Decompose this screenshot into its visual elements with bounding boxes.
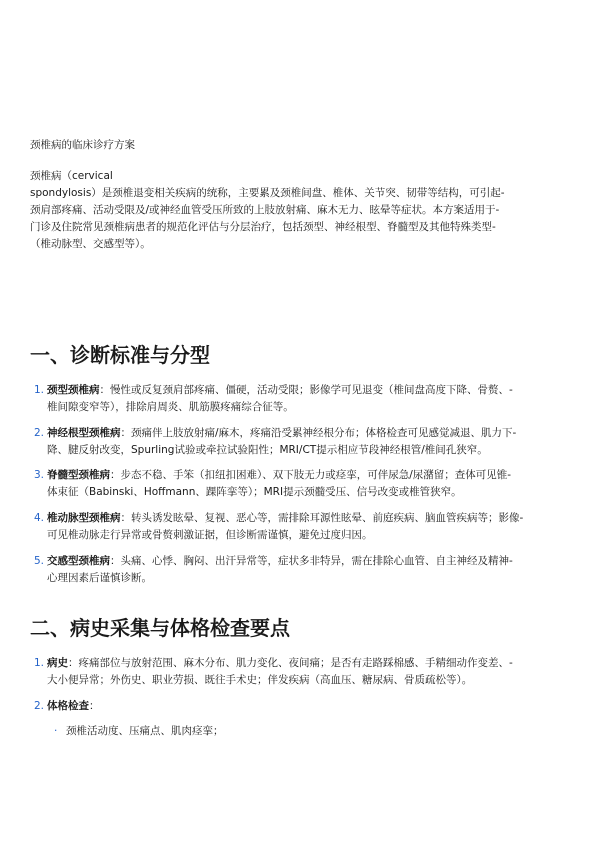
intro-line: spondylosis）是颈椎退变相关疾病的统称，主要累及颈椎间盘、椎体、关节突、韧带等结构，可引起- xyxy=(30,187,505,199)
document-title: 颈椎病的临床诊疗方案 xyxy=(30,139,135,151)
section-heading-history-exam: 二、病史采集与体格检查要点 xyxy=(30,616,290,640)
intro-line: 颈椎病（cervical xyxy=(30,170,113,182)
list-text: 心理因素后谨慎诊断。 xyxy=(47,572,152,584)
list-text: ：步态不稳、手笨（扣纽扣困难）、双下肢无力或痉挛，可伴尿急/尿潴留；查体可见锥- xyxy=(110,469,512,481)
list-text: ：疼痛部位与放射范围、麻木分布、肌力变化、夜间痛；是否有走路踩棉感、手精细动作变差、- xyxy=(68,657,513,669)
list-term: 颈型颈椎病 xyxy=(47,384,100,396)
list-term: 病史 xyxy=(47,657,68,669)
sub-list-item xyxy=(54,723,224,740)
list-text: 降、腱反射改变，Spurling试验或牵拉试验阳性；MRI/CT提示相应节段神经根管/椎间孔狭窄。 xyxy=(47,444,488,456)
list-term: 体格检查 xyxy=(47,700,89,712)
list-text: 椎间隙变窄等），排除肩周炎、肌筋膜疼痛综合征等。 xyxy=(47,401,294,413)
list-number: 2. xyxy=(34,700,45,712)
list-text: ： xyxy=(89,700,100,712)
intro-paragraph xyxy=(30,168,570,253)
list-term: 神经根型颈椎病 xyxy=(47,427,121,439)
list-term: 椎动脉型颈椎病 xyxy=(47,512,121,524)
list-number: 4. xyxy=(34,512,45,524)
bullet-icon: · xyxy=(54,725,58,737)
intro-line: 颈肩部疼痛、活动受限及/或神经血管受压所致的上肢放射痛、麻木无力、眩晕等症状。本方案适用于- xyxy=(30,204,500,216)
list-text: 体束征（Babinski、Hoffmann、踝阵挛等）；MRI提示颈髓受压、信号改变或椎管狭窄。 xyxy=(47,486,462,498)
section-heading-diagnosis: 一、诊断标准与分型 xyxy=(30,343,210,367)
list-number: 1. xyxy=(34,384,45,396)
list-text: ：颈痛伴上肢放射痛/麻木，疼痛沿受累神经根分布；体格检查可见感觉减退、肌力下- xyxy=(120,427,517,439)
sub-list-text: 颈椎活动度、压痛点、肌肉痉挛； xyxy=(66,725,224,737)
list-number: 2. xyxy=(34,427,45,439)
list-text: ：转头诱发眩晕、复视、恶心等，需排除耳源性眩晕、前庭疾病、脑血管疾病等；影像- xyxy=(120,512,524,524)
list-number: 1. xyxy=(34,657,45,669)
list-term: 脊髓型颈椎病 xyxy=(47,469,110,481)
list-text: ：慢性或反复颈肩部疼痛、僵硬，活动受限；影像学可见退变（椎间盘高度下降、骨赘、- xyxy=(99,384,513,396)
list-text: ：头痛、心悸、胸闷、出汗异常等，症状多非特异，需在排除心血管、自主神经及精神- xyxy=(110,555,513,567)
list-text: 大小便异常；外伤史、职业劳损、既往手术史；伴发疾病（高血压、糖尿病、骨质疏松等）。 xyxy=(47,674,473,686)
intro-line: （椎动脉型、交感型等）。 xyxy=(30,238,151,250)
list-number: 5. xyxy=(34,555,45,567)
intro-line: 门诊及住院常见颈椎病患者的规范化评估与分层治疗，包括颈型、神经根型、脊髓型及其他特殊类型- xyxy=(30,221,496,233)
list-text: 可见椎动脉走行异常或骨赘刺激证据，但诊断需谨慎，避免过度归因。 xyxy=(47,529,373,541)
list-number: 3. xyxy=(34,469,45,481)
list-term: 交感型颈椎病 xyxy=(47,555,110,567)
